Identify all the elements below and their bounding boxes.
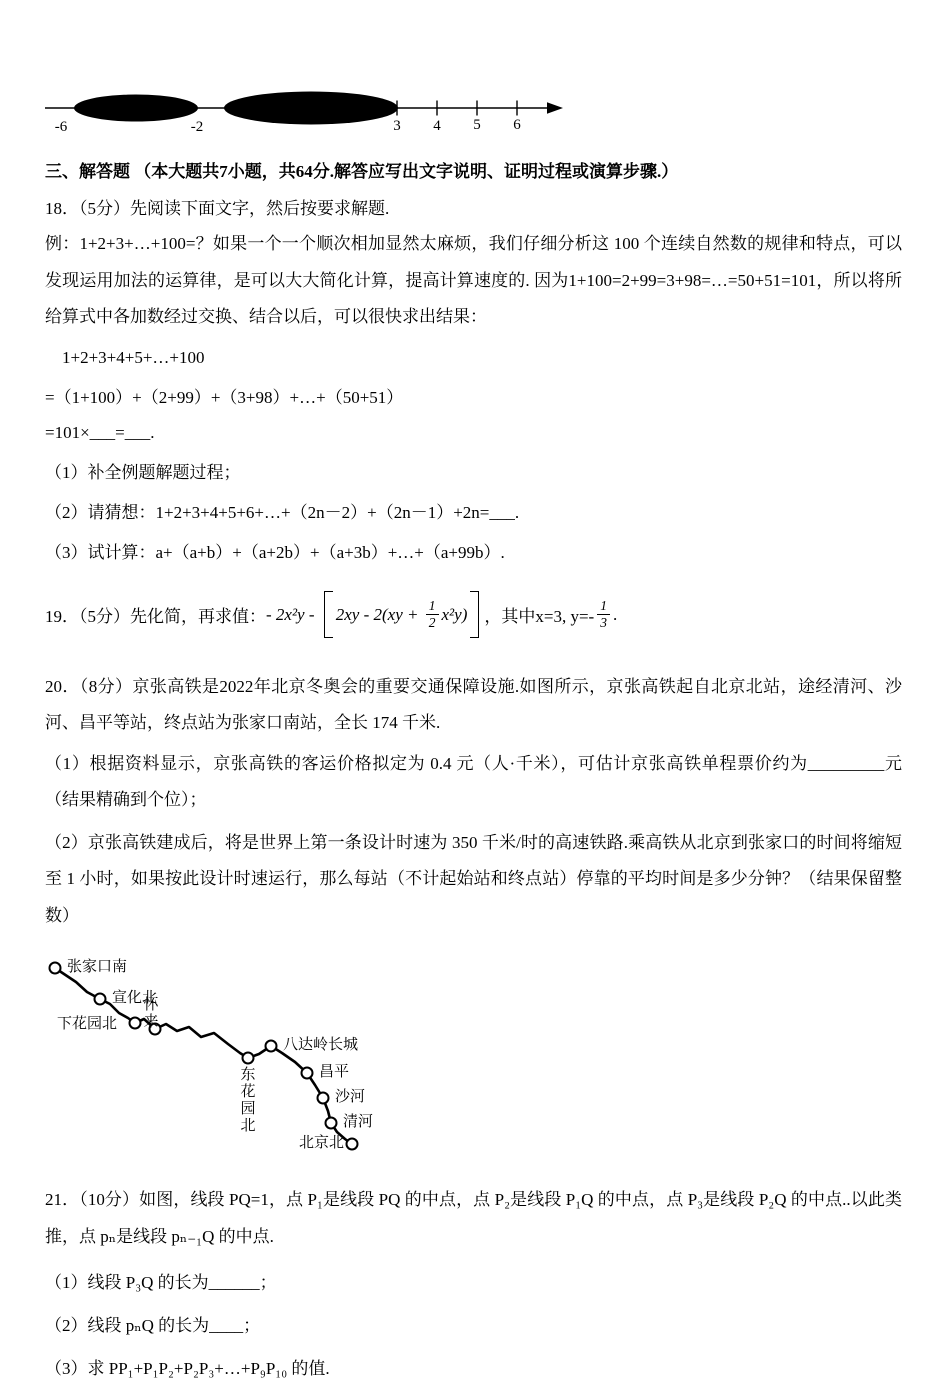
q19-prefix-text: 19．（5分）先化简，再求值： xyxy=(45,607,266,627)
q21-item-1: （1）线段 P₃Q 的长为______； xyxy=(45,1272,277,1292)
q19-expression-inner-2: x²y) xyxy=(441,604,468,624)
station-label: 八达岭长城 xyxy=(283,1037,359,1054)
station-dot-changping xyxy=(302,1068,313,1079)
q18-item-3: （3）试计算：a+（a+b）+（a+2b）+（a+3b）+…+（a+99b）. xyxy=(45,542,505,562)
q19-expression-lead: - 2x²y - xyxy=(266,604,319,624)
number-line-figure xyxy=(39,88,609,140)
question-19 xyxy=(45,587,902,643)
q18-step-line-3: =101×___=___. xyxy=(45,422,155,442)
fraction-denominator: 3 xyxy=(600,615,607,631)
fraction-one-half xyxy=(426,598,439,631)
fraction-numerator: 1 xyxy=(597,598,610,615)
axis-arrowhead xyxy=(547,102,563,114)
q20-item-1: （1）根据资料显示，京张高铁的客运价格拟定为 0.4 元（人·千米），可估计京张高铁单程票价约为_________元（结果精确到个位）； xyxy=(45,753,902,810)
q18-title: 18．（5分）先阅读下面文字，然后按要求解题. xyxy=(45,199,390,218)
station-label: 北京北 xyxy=(299,1135,345,1152)
fraction-numerator: 1 xyxy=(426,598,439,615)
station-dot-zhangjiakounan xyxy=(50,963,61,974)
shaded-region-left-ellipse xyxy=(74,95,198,122)
shaded-region-right-ellipse xyxy=(224,92,398,125)
q18-step-line-2: =（1+100）+（2+99）+（3+98）+…+（50+51） xyxy=(45,387,404,407)
q21-intro-paragraph: 21．（10分）如图，线段 PQ=1，点 P₁是线段 PQ 的中点，点 P₂是线段 P₁Q 的中点，点 P₃是线段 P₂Q 的中点..以此类推，点 pₙ是线段 pₙ₋₁Q 的中点. xyxy=(45,1190,902,1247)
q18-step-line-1: 1+2+3+4+5+…+100 xyxy=(62,347,205,367)
q18-item-1: （1）补全例题解题过程； xyxy=(45,462,241,482)
station-label: 宣化北 xyxy=(112,990,158,1007)
q18-item-2: （2）请猜想：1+2+3+4+5+6+…+（2n－2）+（2n－1）+2n=___. xyxy=(45,502,520,522)
tick-label-neg6: -6 xyxy=(54,119,68,135)
station-dot-xuanhuabei xyxy=(95,994,106,1005)
tick-label-4: 4 xyxy=(433,118,441,134)
station-dot-badaling xyxy=(266,1041,277,1052)
station-label: 沙河 xyxy=(335,1089,366,1106)
station-label: 昌平 xyxy=(319,1064,350,1081)
fraction-denominator: 2 xyxy=(428,615,436,631)
tick-label-5: 5 xyxy=(473,117,481,133)
tick-label-3: 3 xyxy=(393,118,401,134)
fraction-one-third xyxy=(597,598,610,631)
station-dot-beijingbei xyxy=(347,1139,358,1150)
q19-expression-inner-1: 2xy - 2(xy + xyxy=(335,604,423,624)
railway-map-figure xyxy=(40,958,480,1164)
tick-label-neg2: -2 xyxy=(190,119,204,135)
q20-intro-paragraph: 20．（8分）京张高铁是2022年北京冬奥会的重要交通保障设施.如图所示，京张高铁起自北京北站，途经清河、沙河、昌平等站，终点站为张家口南站，全长 174 千米. xyxy=(45,676,902,733)
q19-period: . xyxy=(612,604,618,624)
station-label: 清河 xyxy=(343,1114,374,1131)
station-dot-donghuayuanbei xyxy=(243,1053,254,1064)
q19-condition-text: ，其中x=3, y=- xyxy=(484,607,595,627)
station-label: 张家口南 xyxy=(67,959,128,976)
right-square-bracket xyxy=(470,591,479,638)
tick-label-6: 6 xyxy=(513,117,521,133)
section-header: 三、解答题 （本大题共7小题，共64分.解答应写出文字说明、证明过程或演算步骤.） xyxy=(45,162,679,181)
station-dot-qinghe xyxy=(326,1118,337,1129)
q20-item-2: （2）京张高铁建成后，将是世界上第一条设计时速为 350 千米/时的高速铁路.乘高铁从北京到张家口的时间将缩短至 1 小时，如果按此设计时速运行，那么每站（不计起始站和终点站）停靠的平均时间是多少分钟？（结果保留整数） xyxy=(45,832,902,925)
left-square-bracket xyxy=(324,591,333,638)
station-dot-xiahuayuanbei xyxy=(130,1018,141,1029)
station-label: 东花园北 xyxy=(238,1066,255,1135)
station-label: 怀来 xyxy=(141,996,158,1031)
q21-item-2: （2）线段 pₙQ 的长为____； xyxy=(45,1315,261,1335)
q18-example-paragraph: 例：1+2+3+…+100=？如果一个一个顺次相加显然太麻烦，我们仔细分析这 100 个连续自然数的规律和特点，可以发现运用加法的运算律，是可以大大简化计算，提高计算速度的. 因为1+100=2+99=3+98=…=50+51=101，所以将所给算式中各加数经过交换、结合以后，可以很快求出结果： xyxy=(45,234,902,327)
q21-item-3: （3）求 PP₁+P₁P₂+P₂P₃+…+P₉P₁₀ 的值. xyxy=(45,1358,330,1378)
station-label: 下花园北 xyxy=(57,1016,118,1033)
station-dot-shahe xyxy=(318,1093,329,1104)
railway-map-drawing xyxy=(40,958,480,1164)
